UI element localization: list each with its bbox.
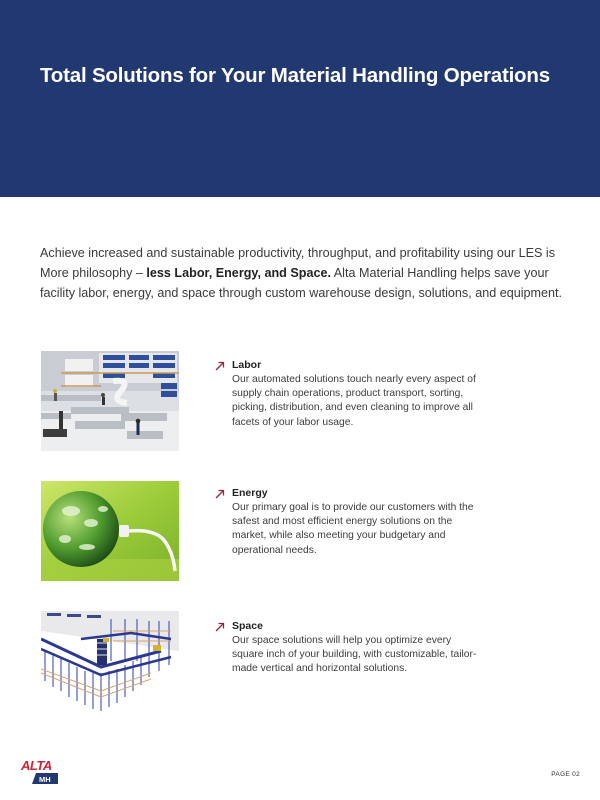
intro-paragraph — [40, 243, 565, 303]
alta-mh-logo — [20, 757, 60, 785]
feature-title: Energy — [232, 487, 268, 499]
labor-image — [41, 351, 179, 451]
feature-title: Labor — [232, 359, 262, 371]
arrow-up-right-icon — [214, 360, 226, 372]
page-header-banner — [0, 0, 600, 197]
intro-text-bold: less Labor, Energy, and Space. — [146, 266, 331, 280]
svg-text:MH: MH — [39, 775, 51, 784]
arrow-up-right-icon — [214, 621, 226, 633]
feature-description: Our automated solutions touch nearly every aspect of supply chain operations, product transport, sorting, picking, distribution, and even cleaning to improve all facets of your labor usage. — [232, 374, 476, 428]
svg-text:ALTA: ALTA — [21, 758, 52, 773]
feature-description: Our primary goal is to provide our customers with the safest and most efficient energy solutions on the market, while also meeting your budgetary and operational needs. — [232, 502, 474, 556]
arrow-up-right-icon — [214, 488, 226, 500]
space-image — [41, 611, 179, 714]
intro-text-after: Alta Material Handling helps save your facility labor, energy, and space through custom warehouse design, solutions, and equipment. — [40, 266, 563, 300]
energy-image — [41, 481, 179, 581]
feature-title: Space — [232, 620, 263, 632]
feature-description: Our space solutions will help you optimize every square inch of your building, with customizable, tailor-made vertical and horizontal solutions. — [232, 635, 477, 675]
intro-text-before: Achieve increased and sustainable productivity, throughput, and profitability using our LES is More philosophy – — [40, 246, 556, 280]
page-title: Total Solutions for Your Material Handling Operations — [40, 64, 550, 87]
page-number: PAGE 02 — [551, 771, 580, 778]
